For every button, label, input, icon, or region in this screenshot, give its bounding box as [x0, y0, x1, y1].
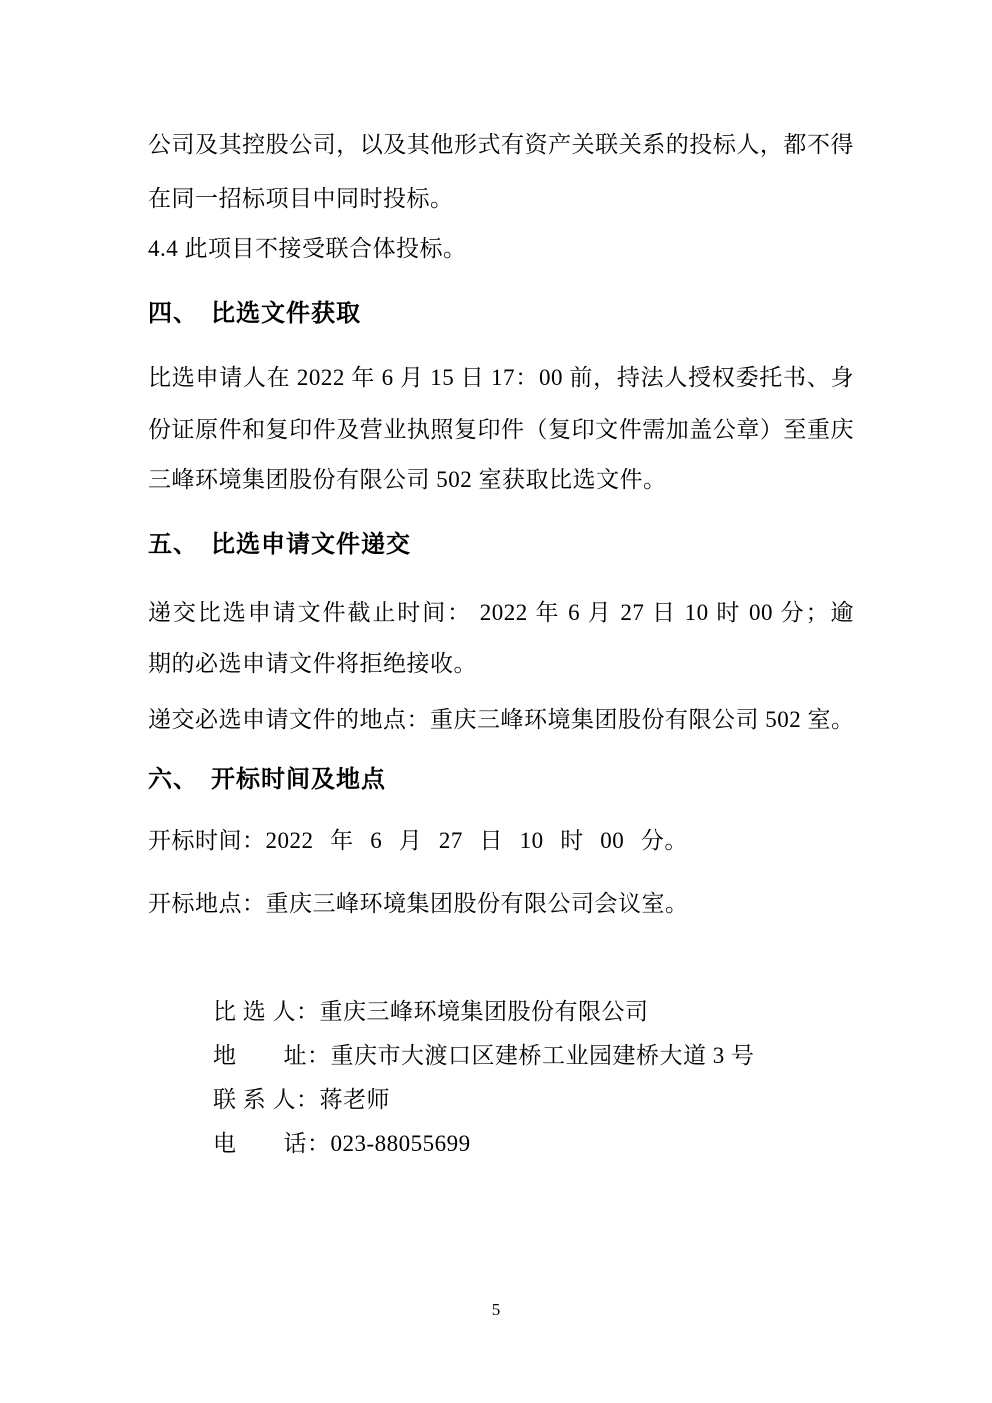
opening-place: 开标地点：重庆三峰环境集团股份有限公司会议室。	[148, 891, 689, 916]
contact-party-value: 重庆三峰环境集团股份有限公司	[319, 999, 649, 1024]
section-heading-document-obtain: 四、 比选文件获取	[148, 301, 361, 327]
contact-phone-label: 电 话：	[213, 1131, 331, 1156]
submission-deadline-line-1: 递交比选申请文件截止时间： 2022 年 6 月 27 日 10 时 00 分；逾	[148, 600, 854, 625]
contact-address-row	[213, 1041, 853, 1072]
opening-time: 开标时间：2022 年 6 月 27 日 10 时 00 分。	[148, 828, 688, 853]
contact-address-value: 重庆市大渡口区建桥工业园建桥大道 3 号	[330, 1043, 755, 1068]
section-heading-submission: 五、 比选申请文件递交	[148, 532, 411, 558]
submission-deadline-line-2: 期的必选申请文件将拒绝接收。	[148, 651, 477, 676]
clause-4-4: 4.4 此项目不接受联合体投标。	[148, 236, 467, 261]
contact-address-label: 地 址：	[213, 1043, 331, 1068]
bid-restriction-line-1: 公司及其控股公司，以及其他形式有资产关联关系的投标人，都不得	[148, 132, 854, 157]
page-number: 5	[491, 1300, 501, 1319]
section-heading-opening: 六、 开标时间及地点	[148, 767, 386, 793]
contact-person-label: 联 系 人：	[213, 1087, 320, 1112]
contact-phone-value: 023-88055699	[330, 1131, 471, 1156]
contact-person-value: 蒋老师	[319, 1087, 390, 1112]
contact-party-row	[213, 997, 853, 1028]
contact-person-row	[213, 1085, 853, 1116]
bid-restriction-line-2: 在同一招标项目中同时投标。	[148, 186, 454, 211]
submission-location: 递交必选申请文件的地点：重庆三峰环境集团股份有限公司 502 室。	[148, 707, 855, 732]
contact-phone-row	[213, 1129, 853, 1160]
contact-party-label: 比 选 人：	[213, 999, 320, 1024]
obtain-para-line-2: 份证原件和复印件及营业执照复印件（复印文件需加盖公章）至重庆	[148, 417, 854, 442]
obtain-para-line-1: 比选申请人在 2022 年 6 月 15 日 17：00 前，持法人授权委托书、身	[148, 365, 854, 390]
obtain-para-line-3: 三峰环境集团股份有限公司 502 室获取比选文件。	[148, 467, 667, 492]
